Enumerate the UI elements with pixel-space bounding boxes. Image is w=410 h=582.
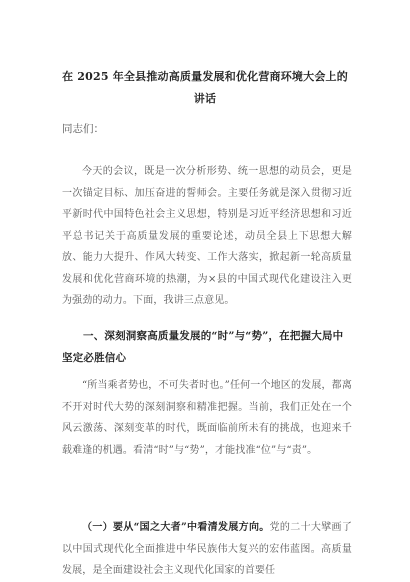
- subsection-1-lead: （一）要从“国之大者”中看清发展方向。: [82, 522, 270, 533]
- opening-paragraph: 今天的会议，既是一次分析形势、统一思想的动员会，更是一次锚定目标、加压奋进的誓师会。主要任务就是深入贯彻习近平新时代中国特色社会主义思想，特别是习近平经济思想和习近平总书记关于高质量发展的重要论述，动员全县上下思想大解放、能力大提升、作风大转变、工作大落实，掀起新一轮高质量发展和优化营商环境的热潮，为×县的中国式现代化建设注入更为强劲的动力。下面，我讲三点意见。: [62, 166, 352, 306]
- section-1-paragraph: “所当乘者势也，不可失者时也。”任何一个地区的发展，都离不开对时代大势的深刻洞察和精准把握。当前，我们正处在一个风云激荡、深刻变革的时代，既面临前所未有的挑战，也迎来千载难逢的机遇。看清“时”与“势”，才能找准“位”与“责”。: [62, 380, 352, 456]
- document-title: 在 2025 年全县推动高质量发展和优化营商环境大会上的讲话: [62, 70, 348, 105]
- section-heading-1: 一、深刻洞察高质量发展的“时”与“势”，在把握大局中坚定必胜信心: [62, 330, 344, 364]
- subsection-1-paragraph: [62, 517, 352, 582]
- greeting: 同志们：: [62, 123, 104, 135]
- subsection-1-body: 党的二十大擘画了以中国式现代化全面推进中华民族伟大复兴的宏伟蓝图。高质量发展，是全面建设社会主义现代化国家的首要任: [62, 522, 353, 576]
